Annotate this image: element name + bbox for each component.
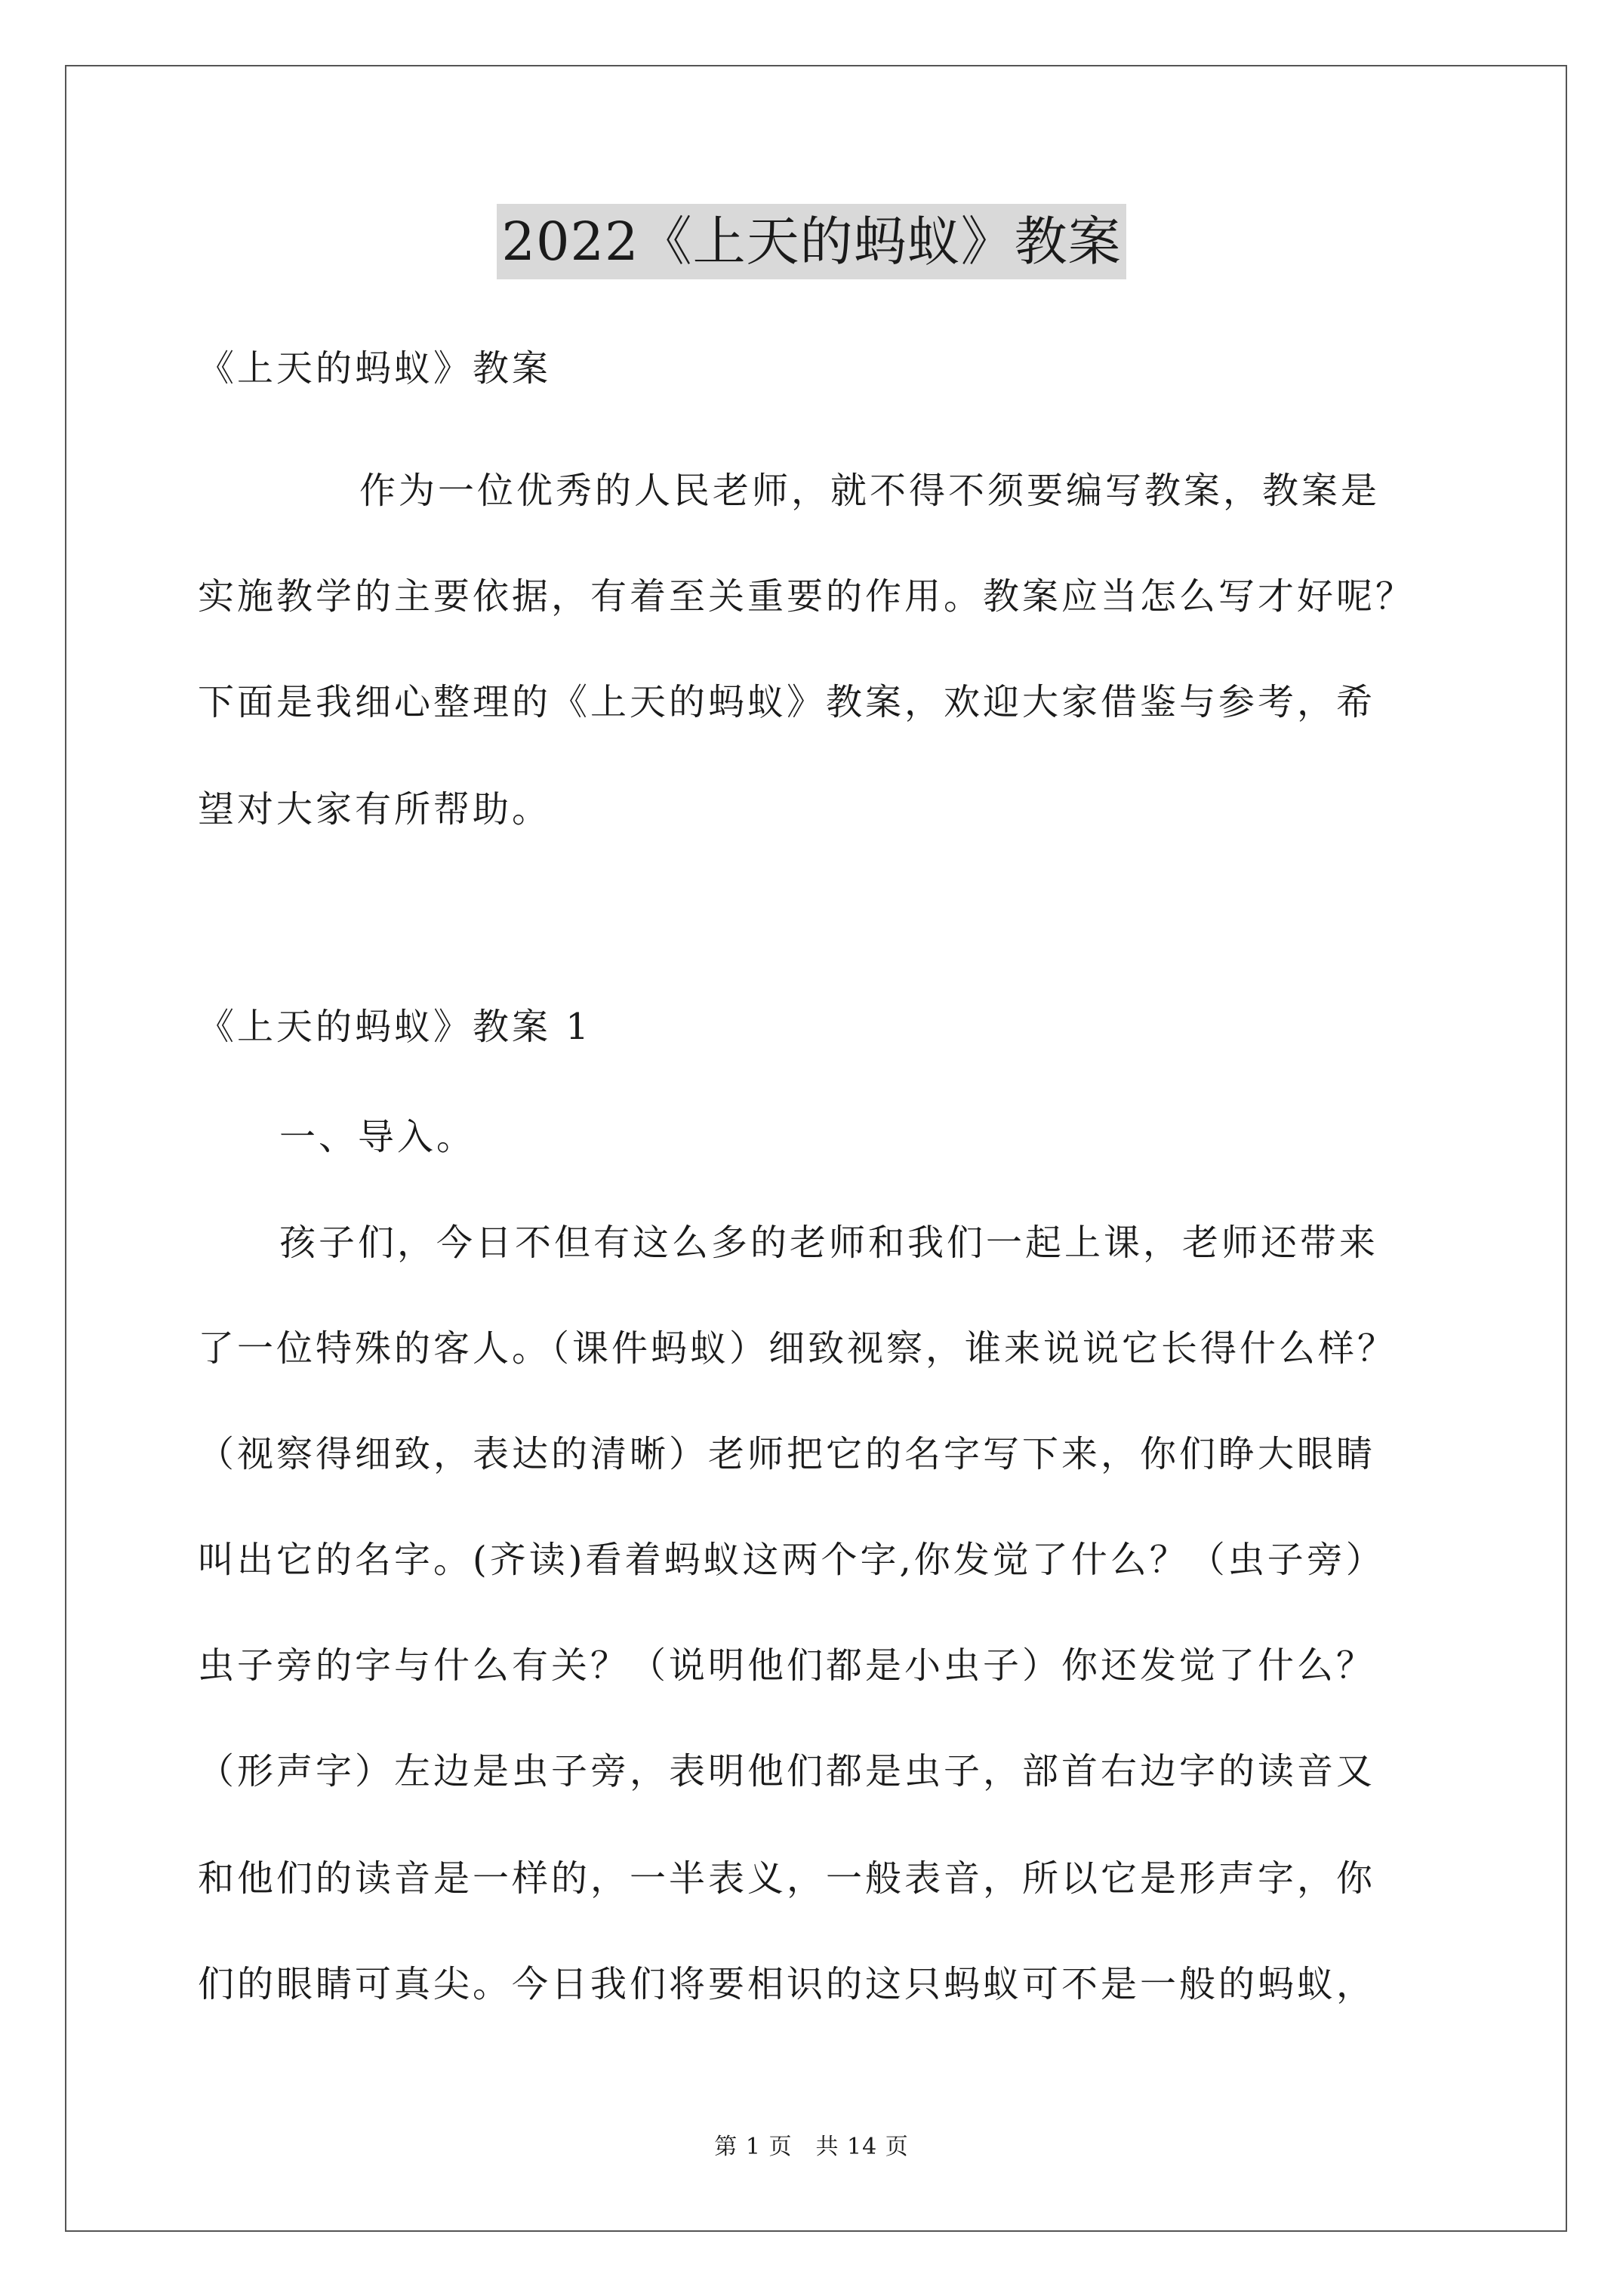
section-heading: 《上天的蚂蚁》教案 1 [198, 1006, 592, 1048]
body-line-8: 们的眼睛可真尖。今日我们将要相识的这只蚂蚁可不是一般的蚂蚁， [198, 1963, 1376, 2005]
body-line-7: 和他们的读音是一样的，一半表义，一般表音，所以它是形声字，你 [198, 1857, 1376, 1900]
body-line-3: （视察得细致，表达的清晰）老师把它的名字写下来，你们睁大眼睛 [198, 1433, 1376, 1475]
body-line-1: 孩子们，今日不但有这么多的老师和我们一起上课，老师还带来 [279, 1222, 1379, 1264]
subtitle: 《上天的蚂蚁》教案 [198, 347, 552, 390]
intro-line-4: 望对大家有所帮助。 [198, 788, 552, 831]
intro-line-3: 下面是我细心整理的《上天的蚂蚁》教案，欢迎大家借鉴与参考，希 [198, 681, 1376, 723]
document-title [0, 204, 1623, 279]
intro-line-2: 实施教学的主要依据，有着至关重要的作用。教案应当怎么写才好呢？ [198, 575, 1415, 618]
body-line-6: （形声字）左边是虫子旁，表明他们都是虫子，部首右边字的读音又 [198, 1750, 1376, 1792]
document-title-text: 2022《上天的蚂蚁》教案 [497, 204, 1126, 279]
step-heading: 一、导入。 [279, 1116, 476, 1158]
page-footer: 第 1 页 共 14 页 [714, 2134, 909, 2160]
body-line-5: 虫子旁的字与什么有关？（说明他们都是小虫子）你还发觉了什么？ [198, 1644, 1376, 1687]
intro-line-1: 作为一位优秀的人民老师，就不得不须要编写教案，教案是 [359, 470, 1381, 512]
body-line-2: 了一位特殊的客人。（课件蚂蚁）细致视察，谁来说说它长得什么样？ [198, 1327, 1397, 1370]
body-line-4: 叫出它的名字。(齐读)看着蚂蚁这两个字,你发觉了什么？（虫子旁） [198, 1539, 1385, 1581]
